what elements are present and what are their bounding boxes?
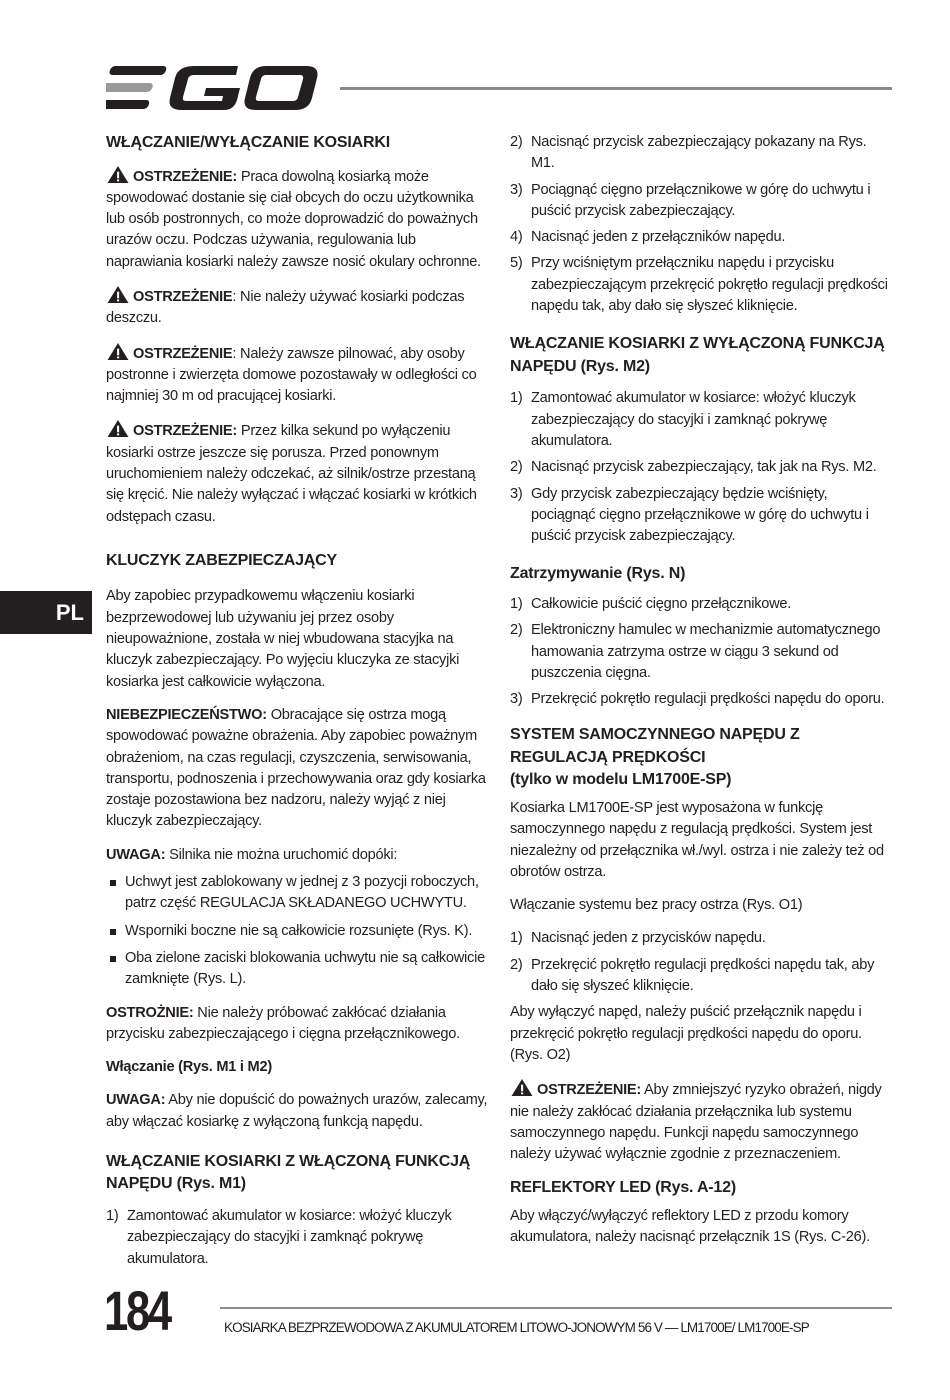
note-engine-start bbox=[106, 845, 491, 866]
step-text: Przekręcić pokrętło regulacji prędkości napędu do oporu. bbox=[531, 691, 885, 708]
step-text: Nacisnąć przycisk zabezpieczający, tak jak na Rys. M2. bbox=[531, 459, 877, 476]
caution-label: OSTROŻNIE: bbox=[106, 1004, 194, 1021]
step-text: Elektroniczny hamulec w mechanizmie automatycznego hamowania zatrzyma ostrze w ciągu 3 sekund od puszczenia cięgna. bbox=[531, 622, 881, 681]
warning-triangle-icon bbox=[510, 1078, 534, 1097]
step-number: 4) bbox=[510, 229, 523, 246]
list-item bbox=[510, 689, 892, 710]
caution-text: Nie należy próbować zakłócać działania przycisku zabezpieczającego i cięgna przełącznikowego. bbox=[106, 1004, 460, 1042]
step-number: 1) bbox=[510, 390, 523, 407]
drive-off-paragraph: Aby wyłączyć napęd, należy puścić przełącznik napędu i przekręcić pokrętło regulacji prędkości napędu do oporu. (Rys. O2) bbox=[510, 1004, 862, 1063]
section-title-safety-key: KLUCZYK ZABEZPIECZAJĄCY bbox=[106, 551, 337, 569]
list-item bbox=[510, 253, 892, 317]
step-text: Nacisnąć jeden z przycisków napędu. bbox=[531, 930, 766, 947]
stopping-steps bbox=[510, 594, 892, 710]
section-title-on-off: WŁĄCZANIE/WYŁĄCZANIE KOSIARKI bbox=[106, 134, 390, 151]
footer-title: KOSIARKA BEZPRZEWODOWA Z AKUMULATOREM LITOWO-JONOWYM 56 V — LM1700E/ LM1700E-SP bbox=[224, 1320, 809, 1335]
step-text: Nacisnąć jeden z przełączników napędu. bbox=[531, 229, 786, 246]
step-number: 2) bbox=[510, 622, 523, 639]
warning-triangle-icon bbox=[106, 165, 130, 184]
danger-label: NIEBEZPIECZEŃSTWO: bbox=[106, 706, 267, 723]
step-text: Całkowicie puścić cięgno przełącznikowe. bbox=[531, 595, 792, 612]
step-text: Przekręcić pokrętło regulacji prędkości napędu tak, aby dało się słyszeć kliknięcie. bbox=[531, 956, 875, 995]
step-number: 1) bbox=[106, 1207, 119, 1224]
warning-blade-stop bbox=[106, 419, 491, 527]
step-number: 3) bbox=[510, 485, 523, 502]
step-number: 3) bbox=[510, 181, 523, 198]
drive-on-steps-continued bbox=[510, 132, 892, 317]
right-column bbox=[510, 132, 892, 1260]
list-item bbox=[510, 180, 892, 223]
warning-label: OSTRZEŻENIE bbox=[133, 345, 233, 362]
led-paragraph: Aby włączyć/wyłączyć reflektory LED z przodu komory akumulatora, należy nacisnąć przełącznik 1S (Rys. C-26). bbox=[510, 1207, 870, 1246]
danger-paragraph bbox=[106, 705, 491, 833]
warning-eye-injury bbox=[106, 165, 491, 273]
step-text: Pociągnąć cięgno przełącznikowe w górę do uchwytu i puścić przycisk zabezpieczający. bbox=[531, 181, 871, 219]
warning-label: OSTRZEŻENIE: bbox=[133, 423, 238, 440]
step-number: 1) bbox=[510, 930, 523, 947]
warning-bystanders bbox=[106, 342, 491, 408]
warning-label: OSTRZEŻENIE bbox=[133, 288, 233, 305]
drive-off-steps bbox=[510, 388, 892, 547]
list-item bbox=[510, 132, 892, 175]
note-label: UWAGA: bbox=[106, 1092, 166, 1109]
left-column bbox=[106, 132, 491, 1282]
warning-text: : Nie należy używać kosiarki podczas deszczu. bbox=[106, 288, 465, 327]
step-number: 2) bbox=[510, 956, 523, 973]
warning-text: Przez kilka sekund po wyłączeniu kosiarki ostrze jeszcze się porusza. Przed ponownym uruchomieniem należy odczekać, aż silnik/ostrze przestaną się kręcić. Nie należy wyłączać i włączać kosiarki w krótkich odstępach czasu. bbox=[106, 423, 477, 525]
step-number: 5) bbox=[510, 255, 523, 272]
step-text: Nacisnąć przycisk zabezpieczający pokazany na Rys. M1. bbox=[531, 134, 867, 172]
note-text: Aby nie dopuścić do poważnych urazów, zalecamy, aby włączać kosiarkę z wyłączoną funkcją napędu. bbox=[106, 1092, 488, 1130]
warning-label: OSTRZEŻENIE: bbox=[133, 168, 238, 185]
section-title-led: REFLEKTORY LED (Rys. A-12) bbox=[510, 1179, 736, 1197]
warning-drive-switch bbox=[510, 1078, 892, 1165]
self-propelled-subheading: Włączanie systemu bez pracy ostrza (Rys. O1) bbox=[510, 897, 803, 914]
note-label: UWAGA: bbox=[106, 846, 166, 863]
self-propelled-paragraph: Kosiarka LM1700E-SP jest wyposażona w funkcję samoczynnego napędu z regulacją prędkości. System jest niezależny od przełącznika wł./wyl. ostrza i nie zależy też od obrotów ostrza. bbox=[510, 799, 884, 880]
warning-rain bbox=[106, 285, 491, 330]
list-item bbox=[510, 928, 892, 949]
list-item bbox=[510, 594, 892, 615]
subheading-start: Włączanie (Rys. M1 i M2) bbox=[106, 1059, 272, 1076]
step-number: 3) bbox=[510, 691, 523, 708]
section-title-model-note: (tylko w modelu LM1700E-SP) bbox=[510, 771, 732, 789]
list-item: Uchwyt jest zablokowany w jednej z 3 pozycji roboczych, patrz część REGULACJA SKŁADANEGO UCHWYTU. bbox=[106, 872, 491, 915]
drive-on-steps bbox=[106, 1206, 491, 1270]
note-text: Silnika nie można uruchomić dopóki: bbox=[165, 846, 398, 863]
step-number: 2) bbox=[510, 459, 523, 476]
note-drive-off bbox=[106, 1090, 491, 1133]
section-title-drive-on: WŁĄCZANIE KOSIARKI Z WŁĄCZONĄ FUNKCJĄ NAPĘDU (Rys. M1) bbox=[106, 1152, 471, 1193]
section-title-drive-off: WŁĄCZANIE KOSIARKI Z WYŁĄCZONĄ FUNKCJĄ NAPĘDU (Rys. M2) bbox=[510, 335, 885, 375]
warning-text: Aby zmniejszyć ryzyko obrażeń, nigdy nie należy zakłócać działania przełącznika lub systemu samoczynnego napędu. Funkcji napędu samoczynnego należy używać wyłącznie zgodnie z przeznaczeniem. bbox=[510, 1082, 882, 1163]
step-text: Przy wciśniętym przełączniku napędu i przycisku zabezpieczającym przekręcić pokrętło regulacji prędkości napędu tak, aby dało się słyszeć kliknięcie. bbox=[531, 255, 888, 315]
list-item bbox=[510, 227, 892, 248]
step-number: 1) bbox=[510, 595, 523, 612]
step-text: Zamontować akumulator w kosiarce: włożyć kluczyk zabezpieczający do stacyjki i zamknąć pokrywę akumulatora. bbox=[127, 1207, 452, 1267]
header-rule bbox=[340, 87, 892, 90]
step-text: Zamontować akumulator w kosiarce: włożyć kluczyk zabezpieczający do stacyjki i zamknąć pokrywę akumulatora. bbox=[531, 390, 856, 449]
section-title-self-propelled bbox=[510, 724, 892, 792]
caution-paragraph bbox=[106, 1003, 491, 1046]
footer-rule bbox=[220, 1307, 892, 1309]
list-item bbox=[106, 1206, 491, 1270]
warning-label: OSTRZEŻENIE: bbox=[537, 1082, 642, 1099]
page-number: 184 bbox=[104, 1279, 170, 1342]
list-item bbox=[510, 955, 892, 998]
section-title-stopping: Zatrzymywanie (Rys. N) bbox=[510, 565, 686, 583]
list-item bbox=[510, 484, 892, 548]
list-item bbox=[510, 457, 892, 478]
engine-conditions-list bbox=[106, 872, 491, 990]
warning-text: : Należy zawsze pilnować, aby osoby postronne i zwierzęta domowe pozostawały w odległości co najmniej 30 m od pracującej kosiarki. bbox=[106, 345, 477, 405]
list-item: Wsporniki boczne nie są całkowicie rozsunięte (Rys. K). bbox=[106, 921, 491, 942]
list-item bbox=[510, 620, 892, 684]
danger-text: Obracające się ostrza mogą spowodować poważne obrażenia. Aby zapobiec poważnym obrażeniom, na czas regulacji, czyszczenia, serwisowania, transportu, podnoszenia i przechowywania oraz gdy kosiarka zostaje pozostawiona bez nadzoru, należy wyjąć z niej kluczyk zabezpieczający. bbox=[106, 706, 486, 830]
warning-text: Praca dowolną kosiarką może spowodować dostanie się ciał obcych do oczu użytkownika lub osób postronnych, co może doprowadzić do poważnych urazów oczu. Podczas używania, regulowania lub naprawiania kosiarki należy zawsze nosić okulary ochronne. bbox=[106, 168, 481, 270]
language-tab: PL bbox=[0, 591, 92, 634]
self-propelled-steps bbox=[510, 928, 892, 997]
section-title-line: SYSTEM SAMOCZYNNEGO NAPĘDU Z REGULACJĄ PRĘDKOŚCI bbox=[510, 726, 800, 766]
warning-triangle-icon bbox=[106, 285, 130, 304]
warning-triangle-icon bbox=[106, 419, 130, 438]
list-item: Oba zielone zaciski blokowania uchwytu nie są całkowicie zamknięte (Rys. L). bbox=[106, 948, 491, 991]
step-number: 2) bbox=[510, 134, 523, 150]
warning-triangle-icon bbox=[106, 342, 130, 361]
ego-logo bbox=[106, 64, 318, 112]
step-text: Gdy przycisk zabezpieczający będzie wciśnięty, pociągnąć cięgno przełącznikowe w górę do uchwytu i puścić przycisk zabezpieczający. bbox=[531, 485, 869, 545]
list-item bbox=[510, 388, 892, 452]
safety-key-paragraph: Aby zapobiec przypadkowemu włączeniu kosiarki bezprzewodowej lub używaniu jej przez osoby nieupoważnione, została w niej wbudowana stacyjka na kluczyk zabezpieczający. Po wyjęciu kluczyka ze stacyjki kosiarka jest całkowicie wyłączona. bbox=[106, 588, 460, 690]
